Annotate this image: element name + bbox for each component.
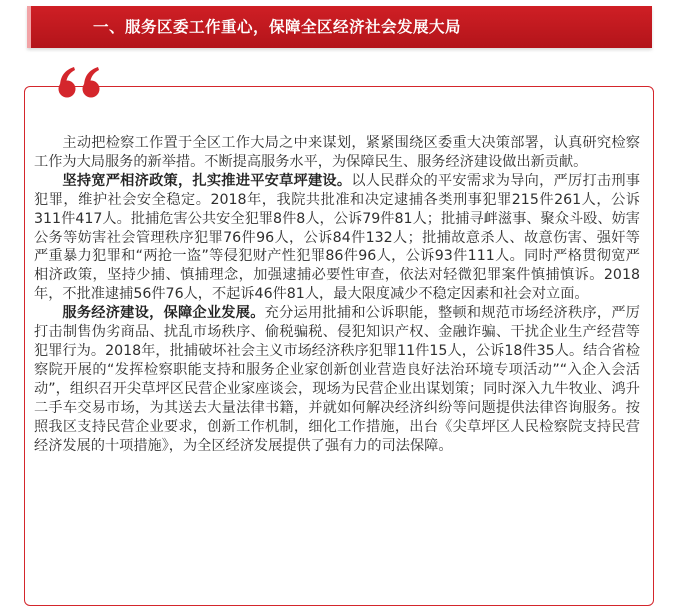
paragraph-economy xyxy=(34,304,640,455)
paragraph-text: 主动把检察工作置于全区工作大局之中来谋划，紧紧围绕区委重大决策部署，认真研究检察工作为大局服务的新举措。不断提高服务水平，为保障民生、服务经济建设做出新贡献。 xyxy=(34,135,640,170)
header-left-accent xyxy=(27,6,31,48)
paragraph-lead: 服务经济建设，保障企业发展。 xyxy=(62,305,265,322)
paragraph-text: 充分运用批捕和公诉职能，整顿和规范市场经济秩序，严厉打击制售伪劣商品、扰乱市场秩序、偷税骗税、侵犯知识产权、金融诈骗、干扰企业生产经营等犯罪行为。2018年，批捕破坏社会主义市场经济秩序犯罪11件15人，公诉18件35人。结合省检察院开展的“发挥检察职能支持和服务企业家创新创业营造良好法治环境专项活动”“入企入会活动”，组织召开尖草坪区民营企业家座谈会，现场为民营企业出谋划策；同时深入九牛牧业、鸿升二手车交易市场，为其送去大量法律书籍，并就如何解决经济纠纷等问题提供法律咨询服务。按照我区支持民营企业要求，创新工作机制，细化工作措施，出台《尖草坪区人民检察院支持民营经济发展的十项措施》，为全区经济发展提供了强有力的司法保障。 xyxy=(34,305,640,454)
paragraph-intro xyxy=(34,134,640,172)
paragraph-text: 以人民群众的平安需求为导向，严厉打击刑事犯罪，维护社会安全稳定。2018年，我院共批准和决定逮捕各类刑事犯罪215件261人，公诉311件417人。批捕危害公共安全犯罪8件8人，公诉79件81人；批捕寻衅滋事、聚众斗殴、妨害公务等妨害社会管理秩序犯罪76件96人，公诉84件132人；批捕故意杀人、故意伤害、强奸等严重暴力犯罪和“两抢一盗”等侵犯财产性犯罪86件96人，公诉93件111人。同时严格贯彻宽严相济政策，坚持少捕、慎捕理念，加强逮捕必要性审查，依法对轻微犯罪案件慎捕慎诉。2018年，不批准逮捕56件76人，不起诉46件81人，最大限度减少不稳定因素和社会对立面。 xyxy=(34,172,640,303)
section-title: 一、服务区委工作重心，保障全区经济社会发展大局 xyxy=(93,18,462,36)
paragraph-public-safety xyxy=(34,172,640,304)
section-header-bar xyxy=(27,6,652,48)
paragraph-lead: 坚持宽严相济政策，扎实推进平安草坪建设。 xyxy=(62,172,352,189)
quote-mark-icon xyxy=(52,58,114,108)
article-body xyxy=(34,134,640,455)
